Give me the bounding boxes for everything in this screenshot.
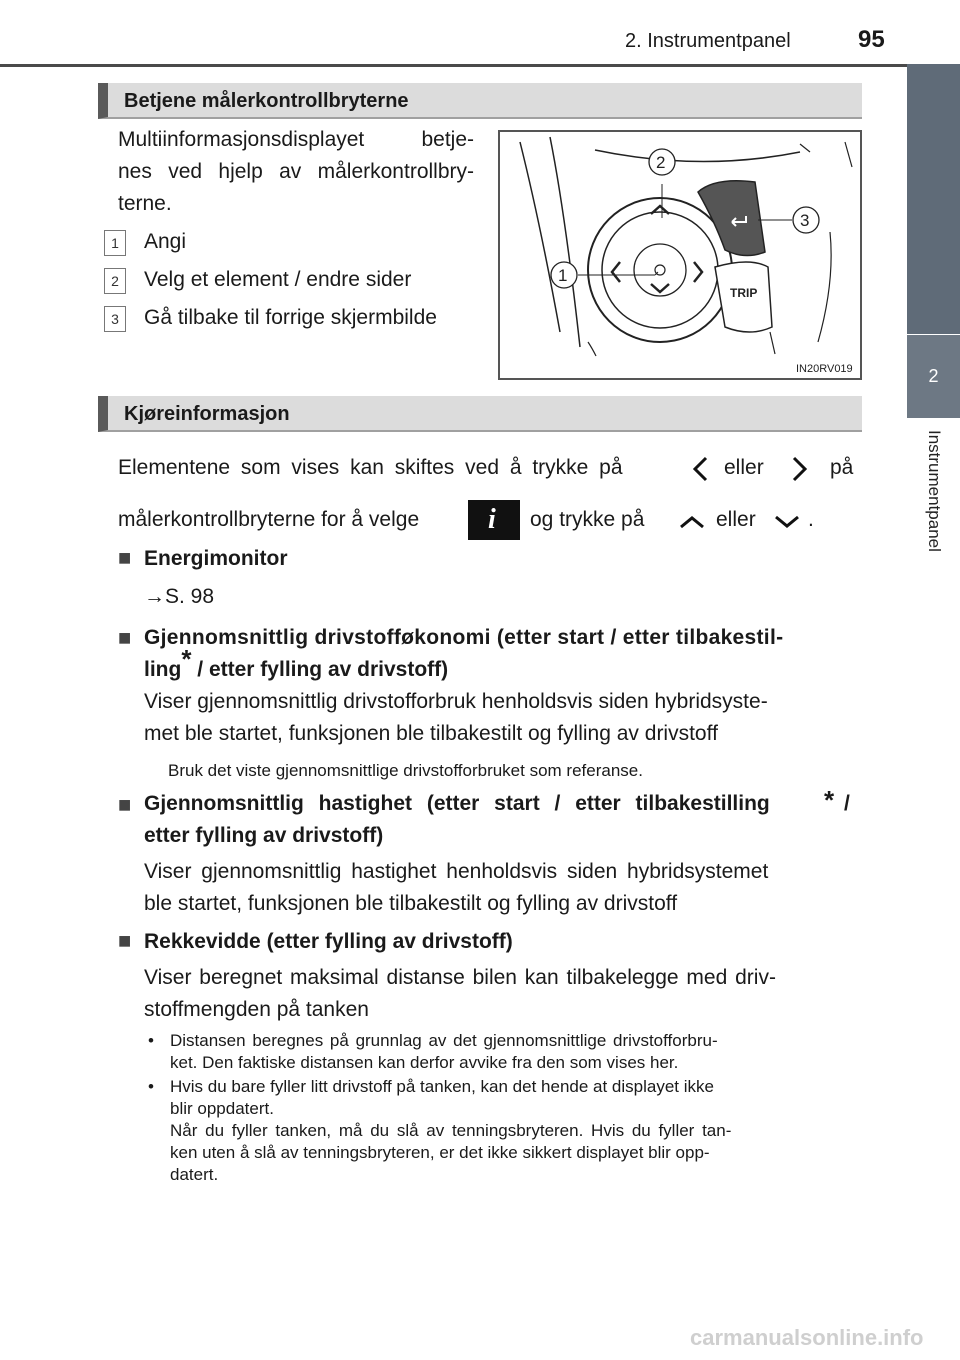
avg-fuel-description: Viser gjennomsnittlig drivstofforbruk henholdsvis siden hybridsyste- met ble startet, funksjonen ble tilbakestilt og fylling av drivstoff xyxy=(144,690,768,745)
steering-switch-diagram xyxy=(498,130,862,380)
range-notes xyxy=(146,1030,858,1186)
bullet-square: ■ xyxy=(118,625,132,650)
chevron-left-icon xyxy=(690,456,712,482)
heading-avg-speed: Gjennomsnittlig hastighet (etter start / etter tilbakestilling * / etter fylling av drivstoff) xyxy=(144,785,850,847)
diagram-code: IN20RV019 xyxy=(796,363,853,375)
bullet-square: ■ xyxy=(118,545,132,570)
list-item: • Hvis du bare fyller litt drivstoff på tanken, kan det hende at displayet ikke blir oppdatert. Når du fyller tanken, må du slå av tenningsbryteren. Hvis du fyller tan- ken uten å slå av tenningsbryteren, er det ikke sikkert displayet blir opp- datert. xyxy=(148,1077,732,1184)
chevron-up-icon xyxy=(678,514,706,530)
heading-range: Rekkevidde (etter fylling av drivstoff) xyxy=(144,930,513,953)
avg-fuel-note: Bruk det viste gjennomsnittlige drivstofforbruket som referanse. xyxy=(168,761,643,780)
running-header: 2. Instrumentpanel xyxy=(625,30,791,52)
range-description: Viser beregnet maksimal distanse bilen kan tilbakelegge med driv- stoffmengden på tanken xyxy=(144,966,776,1021)
section-heading-controls: Betjene målerkontrollbryterne xyxy=(98,83,862,119)
info-icon: i xyxy=(468,500,520,540)
svg-text:3: 3 xyxy=(800,211,810,230)
side-tab-number: 2 xyxy=(907,335,960,418)
header-rule xyxy=(0,64,960,67)
bullet-square: ■ xyxy=(118,792,132,817)
watermark: carmanualsonline.info xyxy=(690,1325,924,1350)
side-tab-label: Instrumentpanel xyxy=(925,430,944,552)
svg-text:2: 2 xyxy=(656,153,666,172)
heading-energimonitor: Energimonitor xyxy=(144,547,288,570)
steering-switch-illustration xyxy=(500,132,860,378)
svg-text:TRIP: TRIP xyxy=(730,286,758,300)
section2-intro-line2: målerkontrollbryterne for å velge i og trykke på eller . xyxy=(118,500,858,544)
list-item: • Distansen beregnes på grunnlag av det gjennomsnittlige drivstofforbru- ket. Den faktiske distansen kan derfor avvike fra den som vises her. xyxy=(148,1031,718,1072)
page-number: 95 xyxy=(858,26,885,53)
side-tab-top xyxy=(907,64,960,334)
svg-text:1: 1 xyxy=(558,266,568,285)
bullet-square: ■ xyxy=(118,928,132,953)
heading-avg-fuel: Gjennomsnittlig drivstofføkonomi (etter start / etter tilbakestil- ling* / etter fylling av drivstoff) xyxy=(144,626,784,681)
page-reference: →S. 98 xyxy=(144,585,215,608)
chevron-right-icon xyxy=(788,456,810,482)
chevron-down-icon xyxy=(773,514,801,530)
avg-speed-description: Viser gjennomsnittlig hastighet henholdsvis siden hybridsystemet ble startet, funksjonen ble tilbakestilt og fylling av drivstoff xyxy=(144,860,769,915)
section2-intro-line1: Elementene som vises kan skiftes ved å trykke på eller på xyxy=(118,452,858,486)
section-heading-driving-info: Kjøreinformasjon xyxy=(98,396,862,432)
section1-intro: Multiinformasjonsdisplayet betje- nes ved hjelp av målerkontrollbry- terne. xyxy=(118,128,474,215)
